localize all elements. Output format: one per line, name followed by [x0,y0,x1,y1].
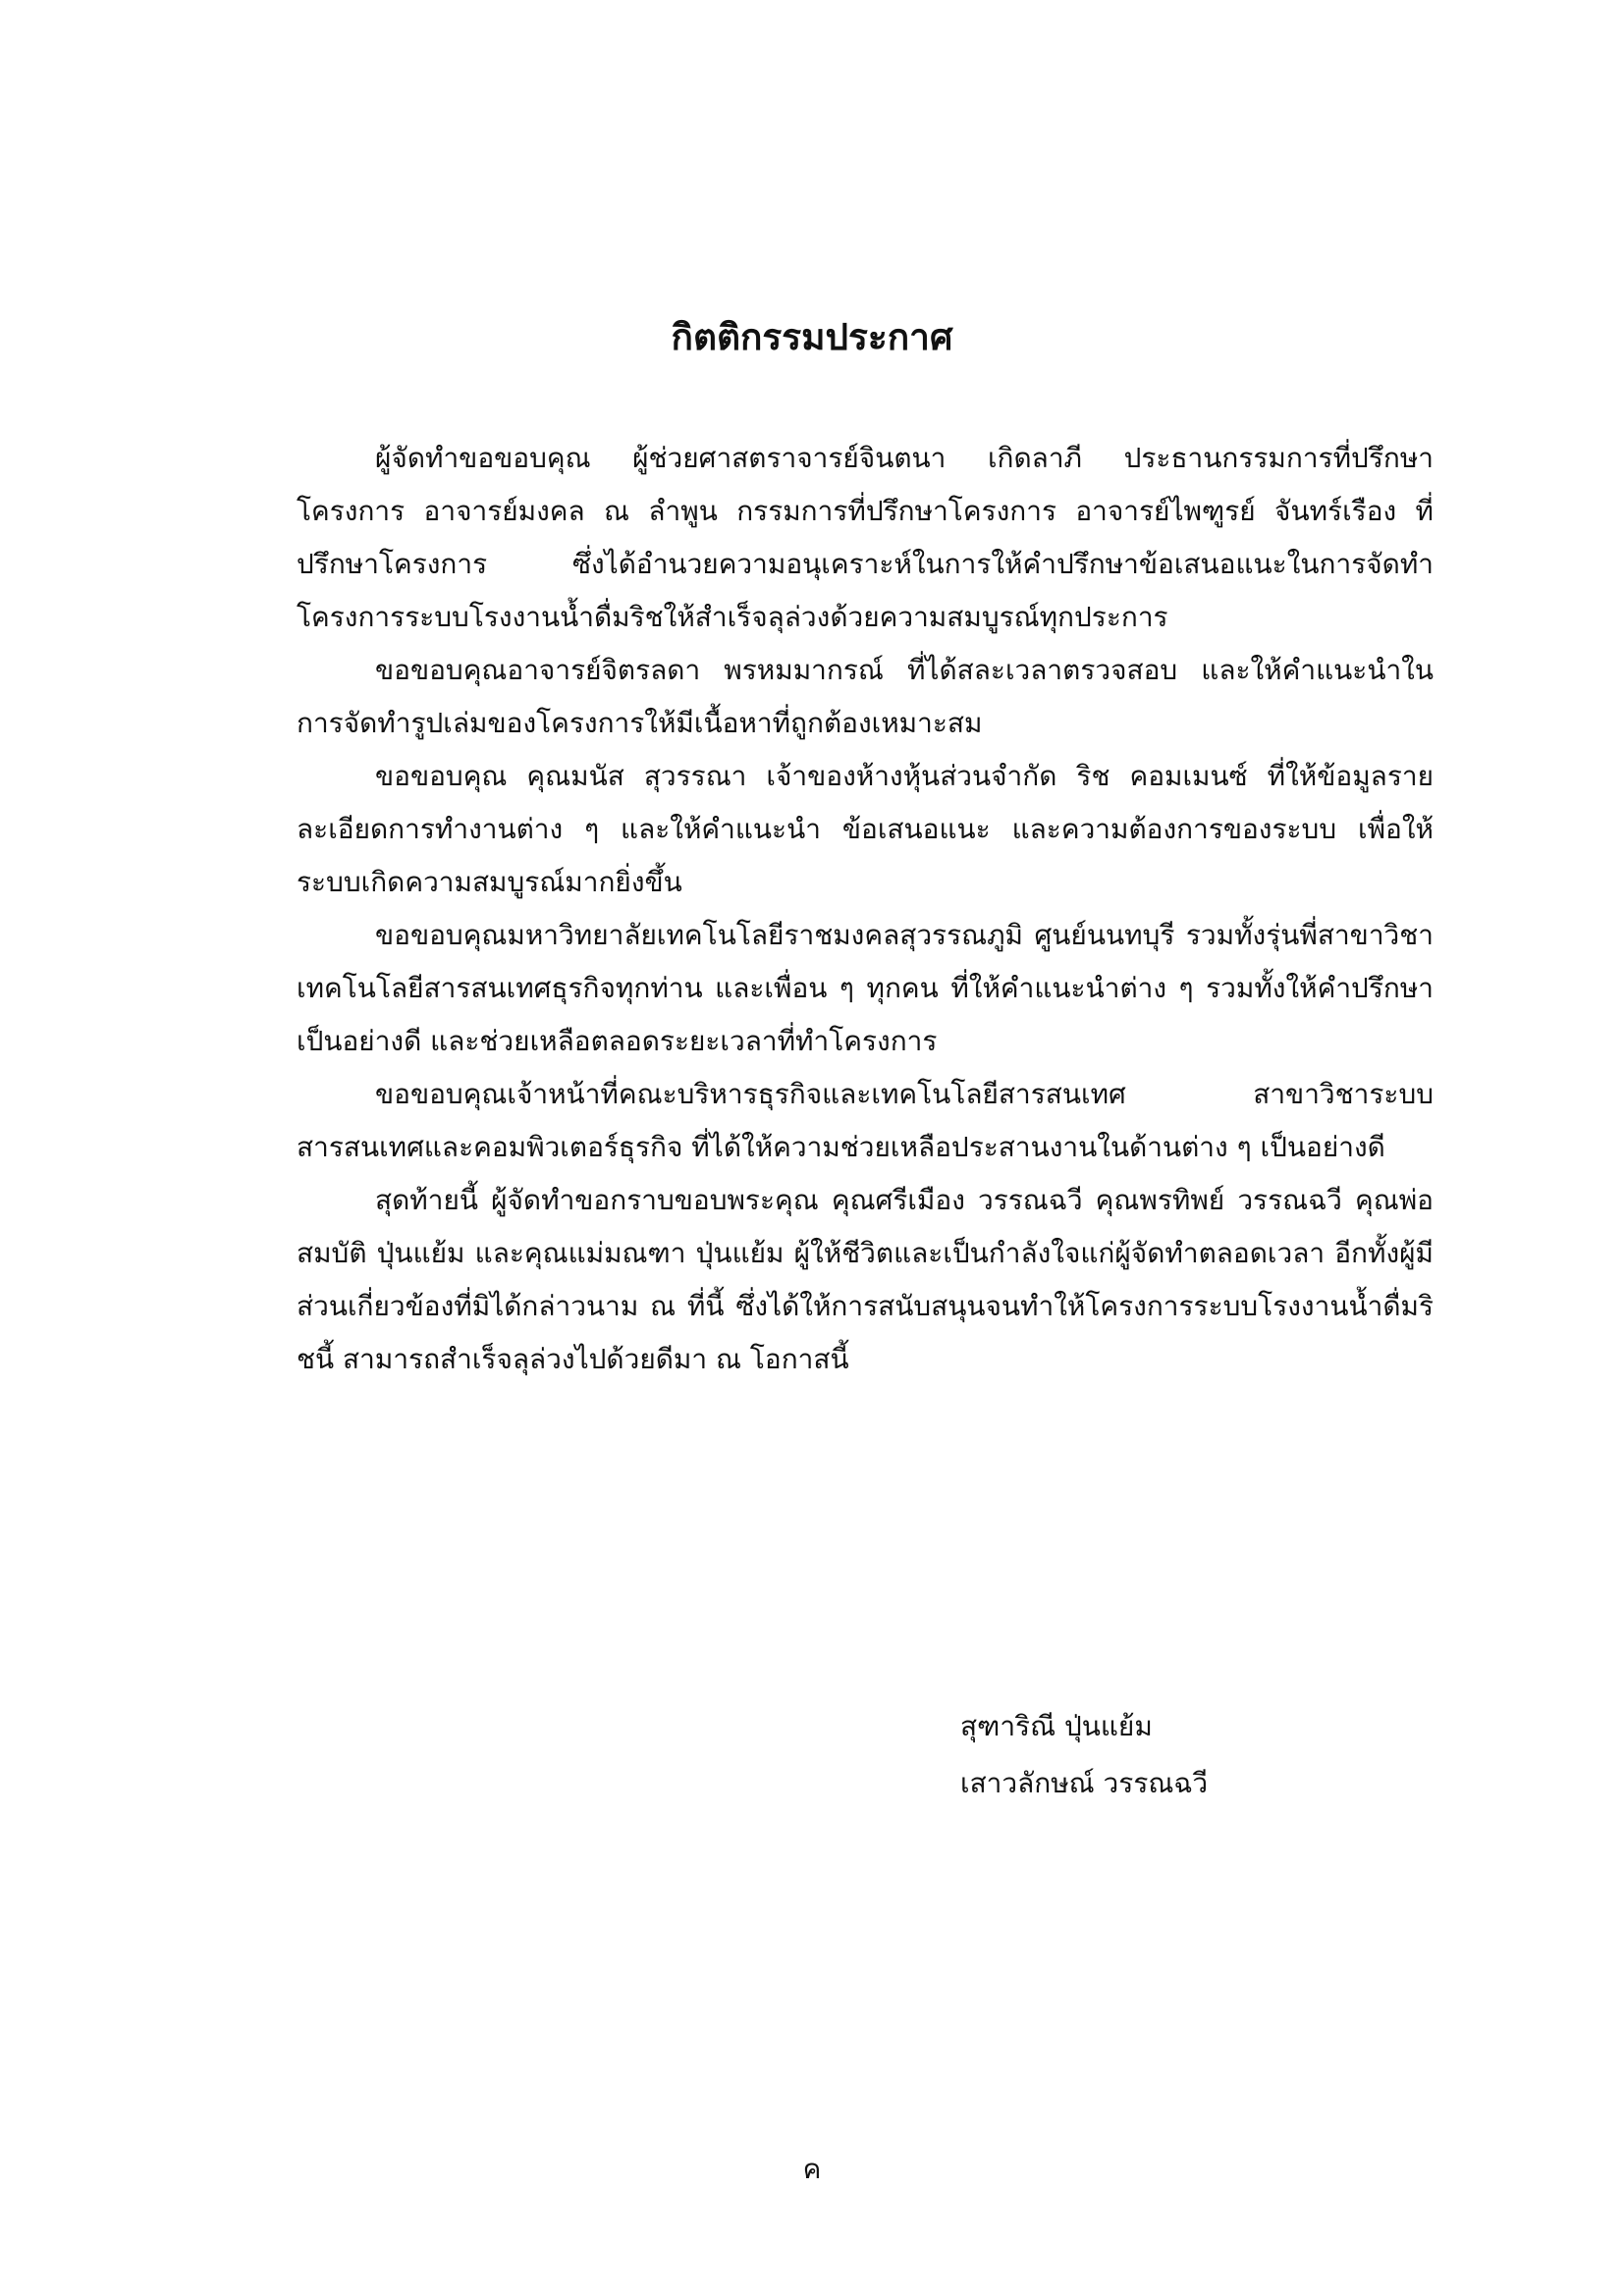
paragraph-university: ขอขอบคุณมหาวิทยาลัยเทคโนโลยีราชมงคลสุวรรณภูมิ ศูนย์นนทบุรี รวมทั้งรุ่นพี่สาขาวิชาเทคโนโลยีสารสนเทศธุรกิจทุกท่าน และเพื่อน ๆ ทุกคน ที่ให้คำแนะนำต่าง ๆ รวมทั้งให้คำปรึกษาเป็นอย่างดี และช่วยเหลือตลอดระยะเวลาที่ทำโครงการ [297,919,1434,1057]
paragraph-company-owner: ขอขอบคุณ คุณมนัส สุวรรณา เจ้าของห้างหุ้นส่วนจำกัด ริช คอมเมนซ์ ที่ให้ข้อมูลรายละเอียดการทำงานต่าง ๆ และให้คำแนะนำ ข้อเสนอแนะ และความต้องการของระบบ เพื่อให้ระบบเกิดความสมบูรณ์มากยิ่งขึ้น [297,760,1434,898]
paragraph-reviewer: ขอขอบคุณอาจารย์จิตรลดา พรหมมากรณ์ ที่ได้สละเวลาตรวจสอบ และให้คำแนะนำในการจัดทำรูปเล่มของโครงการให้มีเนื้อหาที่ถูกต้องเหมาะสม [297,654,1434,739]
page-number: ค [802,2153,822,2185]
signature-block [960,1698,1208,1812]
page-title: กิตติกรรมประกาศ [671,315,953,358]
signature-name-1: สุฑาริณี ปุ่นแย้ม [960,1710,1153,1742]
signature-name-2: เสาวลักษณ์ วรรณฉวี [960,1767,1209,1799]
paragraph-faculty-staff: ขอขอบคุณเจ้าหน้าที่คณะบริหารธุรกิจและเทคโนโลยีสารสนเทศ สาขาวิชาระบบสารสนเทศและคอมพิวเตอร์ธุรกิจ ที่ได้ให้ความช่วยเหลือประสานงานในด้านต่าง ๆ เป็นอย่างดี [297,1078,1434,1163]
paragraph-family: สุดท้ายนี้ ผู้จัดทำขอกราบขอบพระคุณ คุณศรีเมือง วรรณฉวี คุณพรทิพย์ วรรณฉวี คุณพ่อสมบัติ ปุ่นแย้ม และคุณแม่มณฑา ปุ่นแย้ม ผู้ให้ชีวิตและเป็นกำลังใจแก่ผู้จัดทำตลอดเวลา อีกทั้งผู้มีส่วนเกี่ยวข้องที่มิได้กล่าวนาม ณ ที่นี้ ซึ่งได้ให้การสนับสนุนจนทำให้โครงการระบบโรงงานน้ำดื่มริชนี้ สามารถสำเร็จลุล่วงไปด้วยดีมา ณ โอกาสนี้ [297,1184,1434,1375]
paragraph-advisors: ผู้จัดทำขอขอบคุณ ผู้ช่วยศาสตราจารย์จินตนา เกิดลาภี ประธานกรรมการที่ปรึกษาโครงการ อาจารย์มงคล ณ ลำพูน กรรมการที่ปรึกษาโครงการ อาจารย์ไพฑูรย์ จันทร์เรือง ที่ปรึกษาโครงการ ซึ่งได้อำนวยความอนุเคราะห์ในการให้คำปรึกษาข้อเสนอแนะในการจัดทำโครงการระบบโรงงานน้ำดื่มริชให้สำเร็จลุล่วงด้วยความสมบูรณ์ทุกประการ [297,442,1434,633]
acknowledgement-body [297,432,1434,1386]
